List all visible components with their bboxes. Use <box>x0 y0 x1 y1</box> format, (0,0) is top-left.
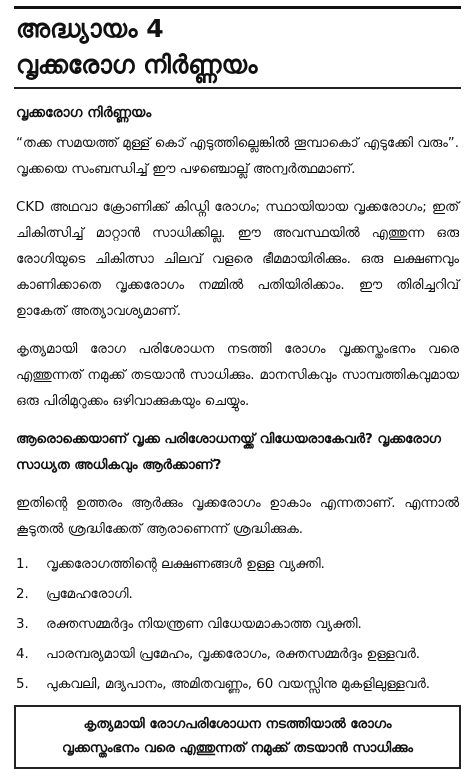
list-item <box>16 675 459 695</box>
list-item <box>16 615 459 635</box>
question-heading: ആരൊക്കെയാണ് വൃക്ക പരിശോധനയ്ക്ക് വിധേയരാകേവർ? വൃക്കരോഗ സാധ്യത അധികവും ആർക്കാണ്? <box>16 432 441 473</box>
top-rule <box>14 6 461 9</box>
list-item-number: 5. <box>16 677 29 692</box>
list-item-text: വൃക്കരോഗത്തിന്റെ ലക്ഷണങ്ങൾ ഉള്ള വ്യക്തി. <box>46 557 325 572</box>
list-item-text: പുകവലി, മദ്യപാനം, അമിതവണ്ണം, 60 വയസ്സിനു മുകളിലുള്ളവർ. <box>46 677 430 692</box>
callout-line-1: കൃത്യമായി രോഗപരിശോധന നടത്തിയാൽ രോഗം <box>83 717 392 732</box>
callout-box <box>14 705 461 769</box>
list-item-number: 4. <box>16 647 29 662</box>
list-item-text: പ്രമേഹരോഗി. <box>46 587 133 602</box>
list-item <box>16 555 459 575</box>
section-subheading: വൃക്കരോഗ നിർണ്ണയം <box>16 105 152 121</box>
paragraph-proverb: “തക്ക സമയത്ത് മുള്ള് കൊ് എടുത്തില്ലെങ്കിൽ തൂമ്പാകൊ് എടുക്കേി വരും”. വൃക്കയെ സംബന്ധിച്ച് ഈ പഴഞ്ചൊല്ല് അന്വർത്ഥമാണ്. <box>16 136 459 177</box>
header-divider <box>14 87 461 89</box>
list-item-text: രക്തസമ്മർദ്ദം നിയന്ത്രണ വിധേയമാകാത്ത വ്യക്തി. <box>46 617 362 632</box>
list-item-text: പാരമ്പര്യമായി പ്രമേഹം, വൃക്കരോഗം, രക്തസമ്മർദ്ദം ഉള്ളവർ. <box>46 647 420 662</box>
chapter-title: വൃക്കരോഗ നിർണ്ണയം <box>16 50 258 79</box>
risk-criteria-list <box>16 555 459 695</box>
paragraph-ckd: CKD അഥവാ ക്രോണിക്ക് കിഡ്നി രോഗം; സ്ഥായിയായ വൃക്കരോഗം; ഇത് ചികിത്സിച്ച് മാറ്റാൻ സാധിക്കില്ല. ഈ അവസ്ഥയിൽ എത്തുന്ന ഒരു രോഗിയുടെ ചികിത്സാ ചിലവ് വളരെ ഭീമമായിരിക്കും. ഒരു ലക്ഷണവും കാണിക്കാതെ വൃക്കരോഗം നമ്മിൽ പതിയിരിക്കാം. ഈ തിരിച്ചറിവ് ഉാകേത് അത്യാവശ്യമാണ്. <box>16 200 459 319</box>
list-item <box>16 645 459 665</box>
list-item-number: 3. <box>16 617 29 632</box>
answer-intro: ഇതിന്റെ ഉത്തരം ആർക്കും വൃക്കരോഗം ഉാകാം എന്നതാണ്. എന്നാൽ കൂടുതൽ ശ്രദ്ധിക്കേത് ആരാണെന്ന് ശ്രദ്ധിക്കുക. <box>16 496 459 537</box>
list-item-number: 2. <box>16 587 29 602</box>
callout-line-2: വൃക്കസ്തംഭനം വരെ എത്തുന്നത് നമുക്ക് തടയാൻ സാധിക്കും <box>61 741 414 756</box>
list-item <box>16 585 459 605</box>
list-item-number: 1. <box>16 557 29 572</box>
paragraph-prevention: കൃത്യമായി രോഗ പരിശോധന നടത്തി രോഗം വൃക്കസ്തംഭനം വരെ എത്തുന്നത് നമുക്ക് തടയാൻ സാധിക്കും. മാനസികവും സാമ്പത്തികവുമായ ഒരു പിരിമുറുക്കം ഒഴിവാക്കുകയും ചെയ്യും. <box>16 342 459 409</box>
chapter-label: അദ്ധ്യായം 4 <box>16 14 164 43</box>
